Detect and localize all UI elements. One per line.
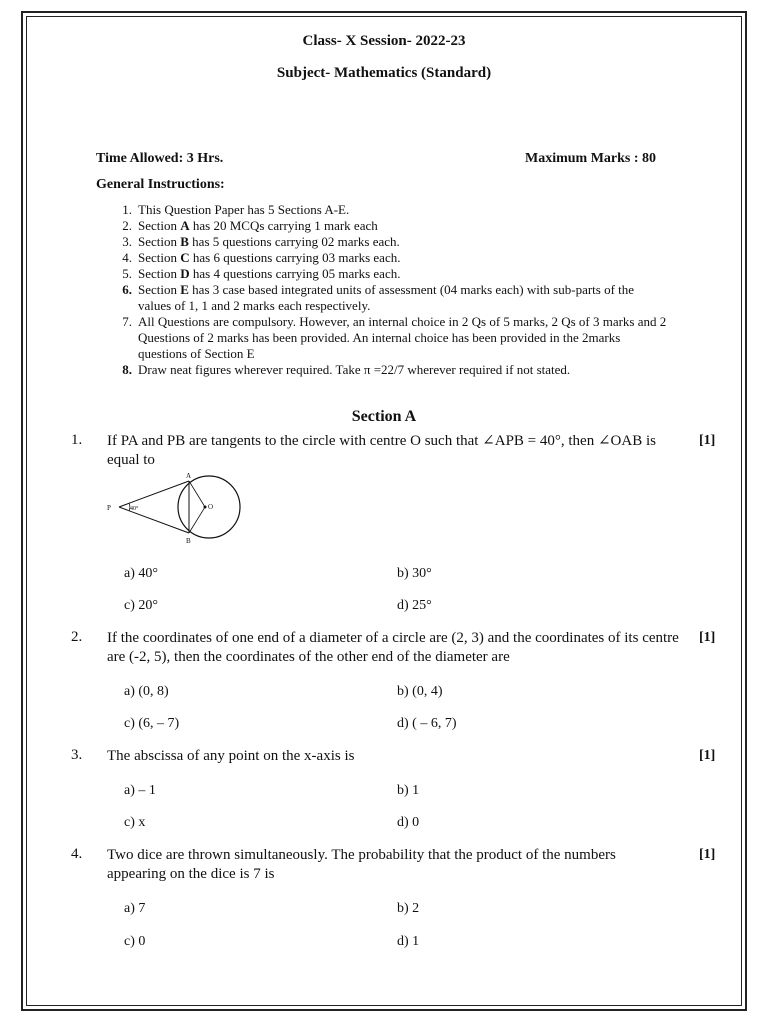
question-3-option-d: d) 0 [397,815,420,830]
tangent-circle-figure [104,470,254,545]
instruction-number: 7. [122,314,132,329]
question-2-option-c: c) (6, – 7) [124,716,180,731]
question-4-option-a: a) 7 [124,901,146,916]
section-a-title: Section A [351,408,417,425]
instruction-item [108,202,668,218]
question-3-marks: [1] [699,748,716,763]
question-2-option-a: a) (0, 8) [124,684,169,699]
question-1-text: If PA and PB are tangents to the circle with centre O such that ∠APB = 40°, then ∠OAB is equal to [107,433,656,468]
question-2-marks: [1] [699,630,716,645]
question-2-number: 2. [71,629,83,645]
figure-label-angle: 40° [130,506,139,512]
instruction-number: 2. [122,218,132,233]
question-4-number: 4. [71,846,83,862]
instruction-number: 6. [122,282,132,297]
question-2-option-d: d) ( – 6, 7) [397,716,457,731]
question-2-option-b: b) (0, 4) [397,684,443,699]
subject-title: Subject- Mathematics (Standard) [276,65,492,81]
question-4-text: Two dice are thrown simultaneously. The probability that the product of the numbers appearing on the dice is 7 is [107,847,616,882]
instruction-number: 5. [122,266,132,281]
figure-label-o: O [208,503,214,511]
question-4-marks: [1] [699,847,716,862]
question-3-option-a: a) – 1 [124,783,156,798]
class-session-title: Class- X Session- 2022-23 [302,33,466,49]
instruction-number: 1. [122,202,132,217]
question-3-text: The abscissa of any point on the x-axis is [107,748,355,764]
instruction-text: Section D has 4 questions carrying 05 marks each. [138,266,401,281]
instruction-text: Section A has 20 MCQs carrying 1 mark each [138,218,378,233]
question-1-option-c: c) 20° [124,598,158,613]
instruction-item [108,362,668,378]
instruction-item [108,250,668,266]
instruction-number: 3. [122,234,132,249]
instruction-item [108,282,668,314]
instruction-text: Draw neat figures wherever required. Take π =22/7 wherever required if not stated. [138,362,571,377]
instructions-title: General Instructions: [96,177,225,192]
maximum-marks: Maximum Marks : 80 [525,151,657,166]
instruction-text: Section C has 6 questions carrying 03 marks each. [138,250,401,265]
time-allowed: Time Allowed: 3 Hrs. [96,151,224,166]
figure-label-b: B [186,537,191,545]
question-3-number: 3. [71,747,83,763]
instruction-number: 8. [122,362,132,377]
instruction-text: This Question Paper has 5 Sections A-E. [138,202,350,217]
instructions-list [108,202,668,378]
question-3-option-b: b) 1 [397,783,420,798]
question-1-option-b: b) 30° [397,566,432,581]
question-2-text: If the coordinates of one end of a diameter of a circle are (2, 3) and the coordinates of its centre are (-2, 5), then the coordinates of the other end of the diameter are [107,630,679,665]
instruction-item [108,218,668,234]
instruction-item [108,266,668,282]
question-1-option-d: d) 25° [397,598,432,613]
question-1-number: 1. [71,432,83,448]
figure-label-p: P [107,504,111,512]
figure-label-a: A [186,472,192,480]
instruction-text: Section B has 5 questions carrying 02 marks each. [138,234,400,249]
question-4-option-d: d) 1 [397,934,420,949]
question-4-option-b: b) 2 [397,901,420,916]
instruction-text: All Questions are compulsory. However, an internal choice in 2 Qs of 5 marks, 2 Qs of 3 marks and 2 Questions of 2 marks has been provided. An internal choice has been provided in the 2marks questions of Section E [138,314,667,361]
question-1-marks: [1] [699,433,716,448]
question-3-option-c: c) x [124,815,146,830]
question-1-option-a: a) 40° [124,566,158,581]
instruction-item [108,234,668,250]
instruction-number: 4. [122,250,132,265]
instruction-item [108,314,668,362]
instruction-text: Section E has 3 case based integrated units of assessment (04 marks each) with sub-parts of the values of 1, 1 and 2 marks each respectively. [138,282,635,313]
question-4-option-c: c) 0 [124,934,146,949]
